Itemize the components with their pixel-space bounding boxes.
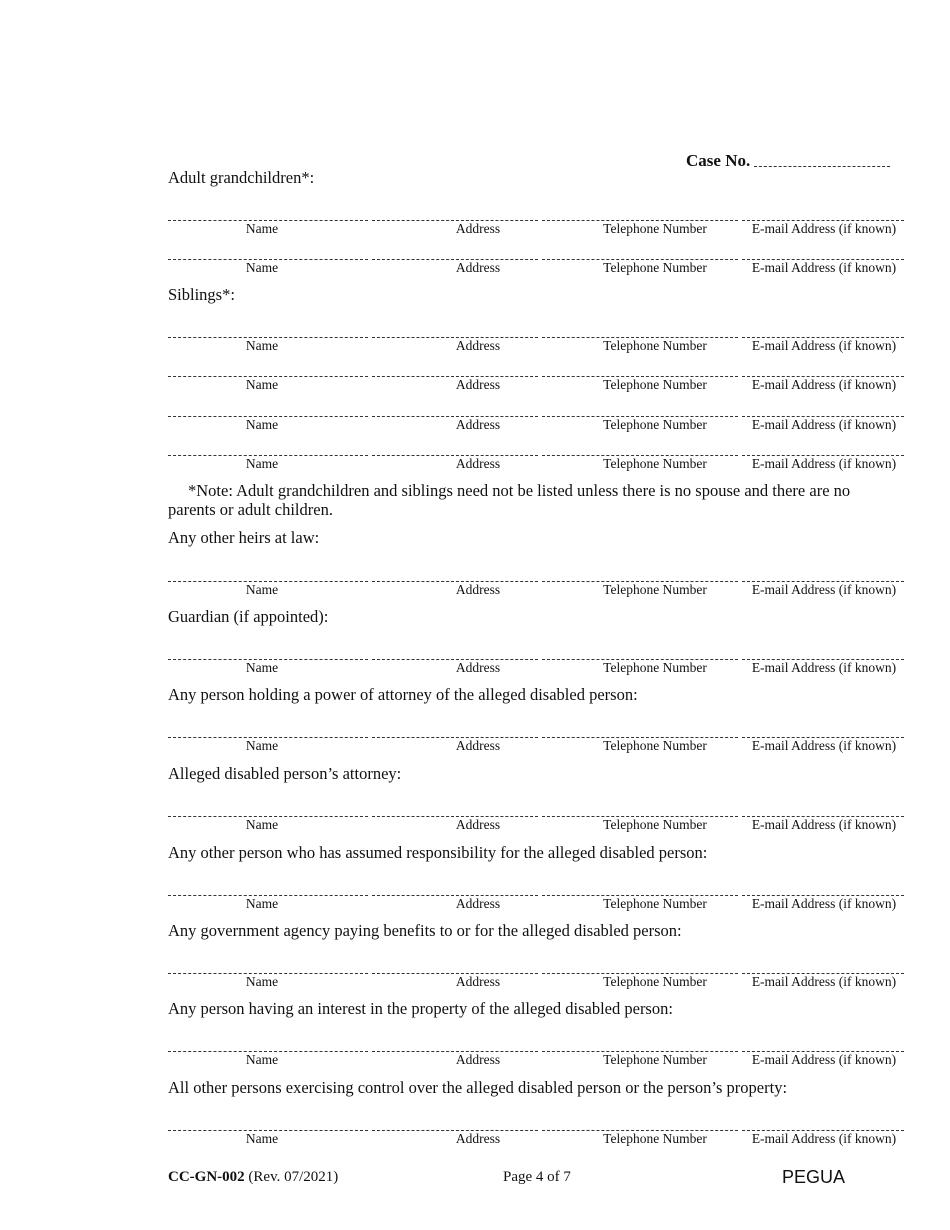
telephone-label: Telephone Number [603,260,707,275]
email-label: E-mail Address (if known) [751,1131,897,1146]
email-label: E-mail Address (if known) [751,260,897,275]
form-revision: (Rev. 07/2021) [248,1169,339,1185]
telephone-label: Telephone Number [603,377,707,392]
telephone-label: Telephone Number [603,817,707,832]
telephone-label: Telephone Number [603,738,707,753]
section-guardian: Guardian (if appointed): [168,607,329,626]
form-code: CC-GN-002 [168,1169,245,1185]
name-label: Name [245,221,279,236]
name-label: Name [245,1131,279,1146]
telephone-label: Telephone Number [603,456,707,471]
name-label: Name [245,456,279,471]
name-label: Name [245,974,279,989]
email-label: E-mail Address (if known) [751,338,897,353]
email-label: E-mail Address (if known) [751,817,897,832]
email-label: E-mail Address (if known) [751,221,897,236]
county-code: PEGUA [782,1167,846,1187]
email-label: E-mail Address (if known) [751,456,897,471]
entry-row [168,220,904,238]
telephone-label: Telephone Number [603,974,707,989]
address-label: Address [455,1052,501,1067]
name-label: Name [245,738,279,753]
entry-row [168,416,904,434]
entry-row [168,259,904,277]
case-number-blank[interactable] [754,166,890,167]
telephone-label: Telephone Number [603,1131,707,1146]
section-property-interest: Any person having an interest in the property of the alleged disabled person: [168,999,673,1018]
telephone-label: Telephone Number [603,896,707,911]
name-label: Name [245,338,279,353]
entry-row [168,1051,904,1069]
entry-row [168,895,904,913]
address-label: Address [455,660,501,675]
entry-row [168,973,904,991]
entry-row [168,376,904,394]
telephone-label: Telephone Number [603,1052,707,1067]
address-label: Address [455,817,501,832]
section-adult-grandchildren: Adult grandchildren*: [168,168,315,187]
email-label: E-mail Address (if known) [751,1052,897,1067]
address-label: Address [455,456,501,471]
name-label: Name [245,260,279,275]
email-label: E-mail Address (if known) [751,417,897,432]
email-label: E-mail Address (if known) [751,660,897,675]
address-label: Address [455,582,501,597]
telephone-label: Telephone Number [603,338,707,353]
entry-row [168,581,904,599]
address-label: Address [455,896,501,911]
name-label: Name [245,417,279,432]
section-power-of-attorney: Any person holding a power of attorney of the alleged disabled person: [168,685,638,704]
section-other-heirs: Any other heirs at law: [168,528,320,547]
email-label: E-mail Address (if known) [751,582,897,597]
name-label: Name [245,582,279,597]
section-exercising-control: All other persons exercising control over the alleged disabled person or the person’s property: [168,1078,788,1097]
section-siblings: Siblings*: [168,285,235,304]
section-government-agency: Any government agency paying benefits to or for the alleged disabled person: [168,921,682,940]
address-label: Address [455,738,501,753]
entry-row [168,659,904,677]
page-number: Page 4 of 7 [503,1169,571,1185]
entry-row [168,737,904,755]
entry-row [168,1130,904,1148]
name-label: Name [245,896,279,911]
address-label: Address [455,377,501,392]
telephone-label: Telephone Number [603,417,707,432]
footer-form-id [168,1169,338,1186]
address-label: Address [455,974,501,989]
telephone-label: Telephone Number [603,221,707,236]
email-label: E-mail Address (if known) [751,974,897,989]
address-label: Address [455,260,501,275]
name-label: Name [245,377,279,392]
email-label: E-mail Address (if known) [751,738,897,753]
address-label: Address [455,1131,501,1146]
case-number-field [686,151,890,171]
address-label: Address [455,221,501,236]
address-label: Address [455,338,501,353]
email-label: E-mail Address (if known) [751,377,897,392]
email-label: E-mail Address (if known) [751,896,897,911]
entry-row [168,337,904,355]
section-assumed-responsibility: Any other person who has assumed responsibility for the alleged disabled person: [168,843,708,862]
telephone-label: Telephone Number [603,660,707,675]
section-attorney: Alleged disabled person’s attorney: [168,764,402,783]
note-paragraph: *Note: Adult grandchildren and siblings need not be listed unless there is no spouse and there are no parents or adult children. [168,481,851,519]
name-label: Name [245,1052,279,1067]
case-number-label: Case No. [686,151,751,170]
name-label: Name [245,817,279,832]
entry-row [168,816,904,834]
entry-row [168,455,904,473]
name-label: Name [245,660,279,675]
address-label: Address [455,417,501,432]
telephone-label: Telephone Number [603,582,707,597]
